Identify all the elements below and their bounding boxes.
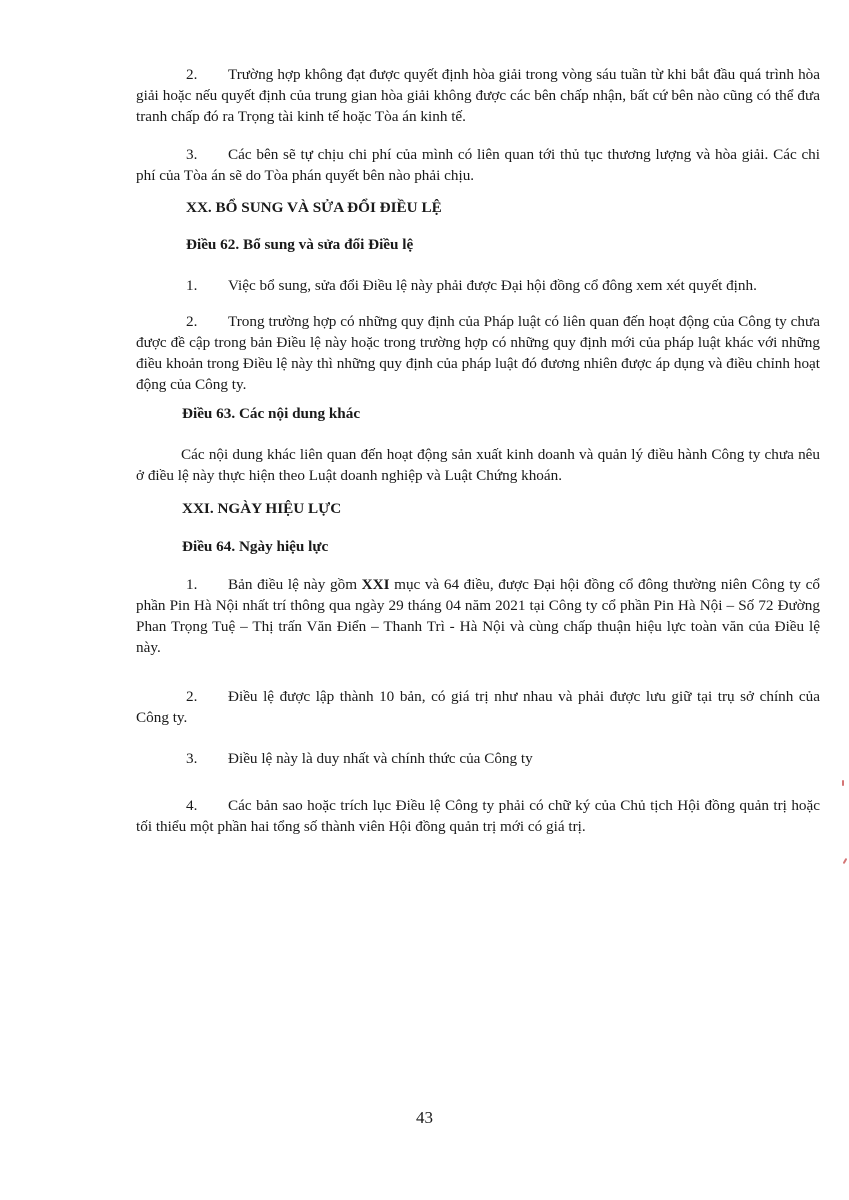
clause-text: Điều lệ này là duy nhất và chính thức của Công ty: [228, 750, 533, 767]
clause-text: Trường hợp không đạt được quyết định hòa giải trong vòng sáu tuần từ khi bắt đầu quá trình hòa giải hoặc nếu quyết định của trung gian hòa giải không được các bên chấp nhận, bất cứ bên nào cũng có thể đưa tranh chấp đó ra Trọng tài kinh tế hoặc Tòa án kinh tế.: [136, 66, 820, 125]
article-64-title: Điều 64. Ngày hiệu lực: [182, 538, 329, 555]
clause-text-start: Bản điều lệ này gồm: [228, 576, 362, 593]
paragraph-64-2: [136, 686, 820, 728]
clause-text: Các bên sẽ tự chịu chi phí của mình có liên quan tới thủ tục thương lượng và hòa giải. Các chi phí của Tòa án sẽ do Tòa phán quyết bên nào phải chịu.: [136, 146, 820, 184]
clause-number: 3.: [186, 146, 198, 163]
clause-number: 1.: [186, 576, 198, 593]
paragraph-64-3: [136, 748, 820, 769]
paragraph-64-1: [136, 574, 820, 658]
paragraph-prev-2: [136, 64, 820, 127]
paragraph-64-4: [136, 795, 820, 837]
clause-number: 3.: [186, 750, 198, 767]
clause-text: Các bản sao hoặc trích lục Điều lệ Công ty phải có chữ ký của Chủ tịch Hội đồng quản trị hoặc tối thiểu một phần hai tổng số thành viên Hội đồng quản trị mới có giá trị.: [136, 797, 820, 835]
clause-number: 2.: [186, 688, 198, 705]
clause-text-end: mục và 64 điều, được Đại hội đồng cổ đông thường niên Công ty cổ phần Pin Hà Nội nhất trí thông qua ngày 29 tháng 04 năm 2021 tại Công ty cổ phần Pin Hà Nội – Số 72 Đường Phan Trọng Tuệ – Thị trấn Văn Điển – Thanh Trì - Hà Nội và cùng chấp thuận hiệu lực toàn văn của Điều lệ này.: [136, 576, 820, 656]
clause-number: 1.: [186, 277, 198, 294]
paragraph-prev-3: [136, 144, 820, 186]
clause-text: Trong trường hợp có những quy định của Pháp luật có liên quan đến hoạt động của Công ty chưa được đề cập trong bản Điều lệ này hoặc trong trường hợp có những quy định mới của pháp luật khác với những điều khoản trong Điều lệ này thì những quy định của pháp luật đó đương nhiên được áp dụng và điều chỉnh hoạt động của Công ty.: [136, 313, 820, 393]
clause-text-bold: XXI: [361, 576, 390, 593]
scan-artifact-mark: [842, 780, 844, 786]
clause-number: 2.: [186, 66, 198, 83]
paragraph-62-1: [136, 275, 820, 296]
clause-text: Điều lệ được lập thành 10 bản, có giá trị như nhau và phải được lưu giữ tại trụ sở chính của Công ty.: [136, 688, 820, 726]
paragraph-text: Các nội dung khác liên quan đến hoạt động sản xuất kinh doanh và quản lý điều hành Công ty chưa nêu ở điều lệ này thực hiện theo Luật doanh nghiệp và Luật Chứng khoán.: [136, 446, 820, 484]
section-heading-xx: XX. BỔ SUNG VÀ SỬA ĐỔI ĐIỀU LỆ: [186, 199, 442, 216]
scan-artifact-mark: [843, 858, 848, 864]
clause-number: 2.: [186, 313, 198, 330]
page-number: 43: [416, 1108, 433, 1127]
article-62-title: Điều 62. Bổ sung và sửa đổi Điều lệ: [186, 236, 414, 253]
clause-number: 4.: [186, 797, 198, 814]
paragraph-63: [136, 444, 820, 486]
paragraph-62-2: [136, 311, 820, 395]
article-63-title: Điều 63. Các nội dung khác: [182, 405, 361, 422]
clause-text: Việc bổ sung, sửa đổi Điều lệ này phải được Đại hội đồng cổ đông xem xét quyết định.: [228, 277, 757, 294]
section-heading-xxi: XXI. NGÀY HIỆU LỰC: [182, 500, 342, 517]
